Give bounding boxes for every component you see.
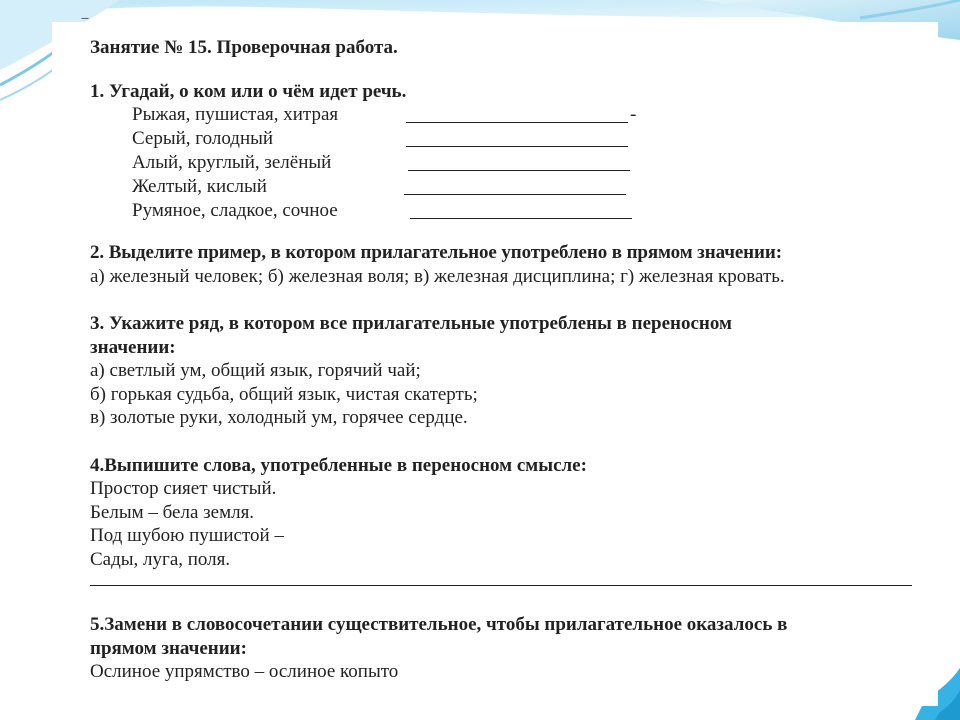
- task3-option: а) светлый ум, общий язык, горячий чай;: [90, 360, 421, 381]
- task5-heading-cont: прямом значении:: [90, 638, 247, 659]
- task5-example: Ослиное упрямство – ослиное копыто: [90, 661, 399, 682]
- corner-mark: ‾: [82, 16, 88, 36]
- task3-option: б) горькая судьба, общий язык, чистая скатерть;: [90, 384, 478, 405]
- poem-line: Сады, луга, поля.: [90, 549, 231, 570]
- answer-blank[interactable]: [406, 122, 628, 123]
- poem-line: Простор сияет чистый.: [90, 478, 277, 499]
- task3-heading-cont: значении:: [90, 337, 176, 358]
- task3-heading: 3. Укажите ряд, в котором все прилагательные употреблены в переносном: [90, 313, 732, 334]
- task2-heading: 2. Выделите пример, в котором прилагательное употреблено в прямом значении:: [90, 242, 782, 263]
- task5-heading: 5.Замени в словосочетании существительное, чтобы прилагательное оказалось в: [90, 614, 788, 635]
- task1-trailing-mark: -: [630, 104, 637, 125]
- task1-heading: 1. Угадай, о ком или о чём идет речь.: [90, 81, 407, 102]
- poem-line: Под шубою пушистой –: [90, 525, 284, 546]
- task1-item: Алый, круглый, зелёный: [132, 152, 332, 173]
- task1-item: Рыжая, пушистая, хитрая: [132, 104, 339, 125]
- answer-blank[interactable]: [410, 218, 632, 219]
- worksheet-page: [52, 16, 938, 706]
- task2-options: а) железный человек; б) железная воля; в) железная дисциплина; г) железная кровать.: [90, 266, 785, 287]
- page-title: Занятие № 15. Проверочная работа.: [90, 37, 398, 58]
- task4-heading: 4.Выпишите слова, употребленные в переносном смысле:: [90, 455, 587, 476]
- task1-item: Серый, голодный: [132, 128, 274, 149]
- answer-line[interactable]: [90, 585, 912, 586]
- task3-option: в) золотые руки, холодный ум, горячее сердце.: [90, 407, 468, 428]
- poem-line: Белым – бела земля.: [90, 502, 255, 523]
- answer-blank[interactable]: [408, 170, 630, 171]
- answer-blank[interactable]: [404, 194, 626, 195]
- task1-item: Желтый, кислый: [132, 176, 267, 197]
- answer-blank[interactable]: [406, 146, 628, 147]
- task1-item: Румяное, сладкое, сочное: [132, 200, 338, 221]
